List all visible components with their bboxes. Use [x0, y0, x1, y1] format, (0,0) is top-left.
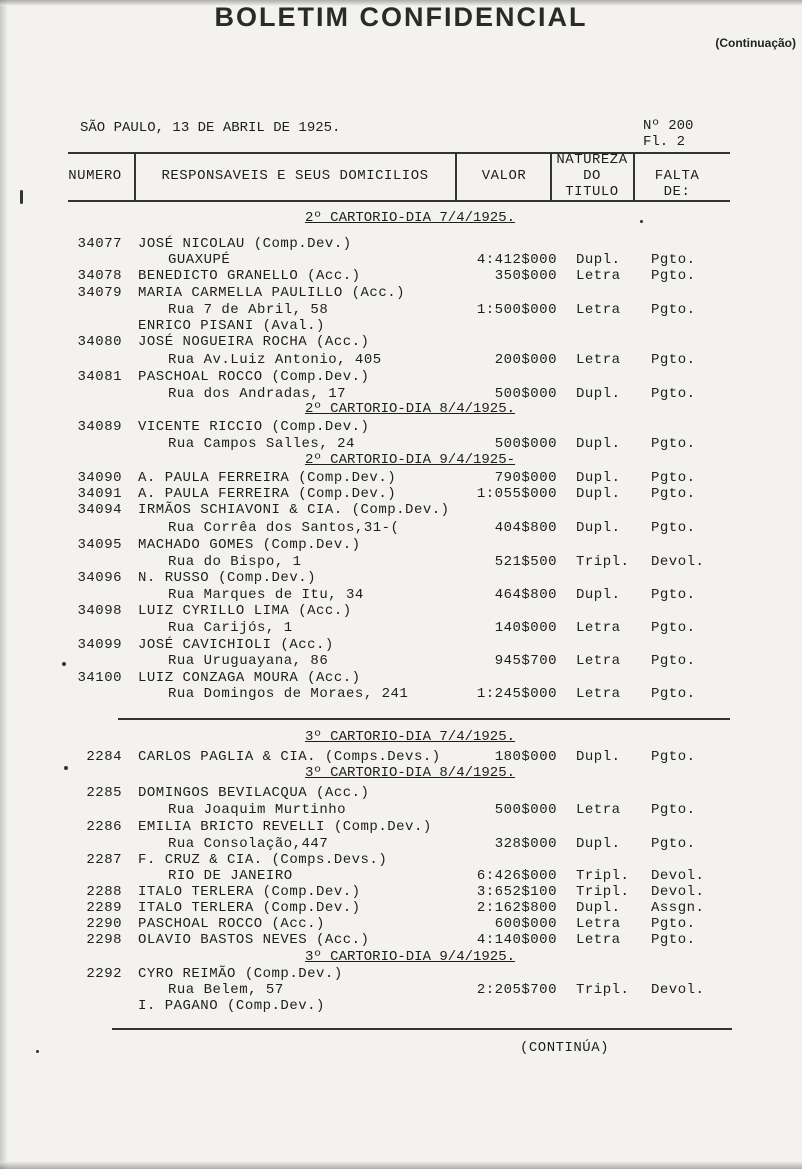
- entry-falta: Pgto.: [651, 520, 696, 536]
- entry-text: BENEDICTO GRANELLO (Acc.): [138, 268, 361, 284]
- entry-value: 500$000: [494, 436, 557, 452]
- entry-value: 404$800: [494, 520, 557, 536]
- entry-text: EMILIA BRICTO REVELLI (Comp.Dev.): [138, 819, 432, 835]
- entry-falta: Pgto.: [651, 252, 696, 268]
- entry-nature: Letra: [576, 268, 621, 284]
- entry-falta: Pgto.: [651, 749, 696, 765]
- entry-text: PASCHOAL ROCCO (Comp.Dev.): [138, 369, 370, 385]
- entry-falta: Devol.: [651, 884, 705, 900]
- entry-number: 34081: [77, 369, 122, 385]
- entry-value: 200$000: [494, 352, 557, 368]
- entry-value: 464$800: [494, 587, 557, 603]
- entry-number: 2288: [86, 884, 122, 900]
- entry-nature: Letra: [576, 932, 621, 948]
- entry-number: 2298: [86, 932, 122, 948]
- entry-text: VICENTE RICCIO (Comp.Dev.): [138, 419, 370, 435]
- entry-value: 328$000: [494, 836, 557, 852]
- entry-text: PASCHOAL ROCCO (Acc.): [138, 916, 325, 932]
- entry-number: 34091: [77, 486, 122, 502]
- scan-speck: [36, 1050, 39, 1053]
- entry-text: GUAXUPÉ: [168, 252, 231, 268]
- entry-nature: Letra: [576, 302, 621, 318]
- entry-text: OLAVIO BASTOS NEVES (Acc.): [138, 932, 370, 948]
- entry-number: 34078: [77, 268, 122, 284]
- entry-text: Rua Marques de Itu, 34: [168, 587, 364, 603]
- entry-number: 34089: [77, 419, 122, 435]
- col-header-responsaveis: RESPONSAVEIS E SEUS DOMICILIOS: [161, 168, 429, 184]
- entry-number: 34095: [77, 537, 122, 553]
- entry-number: 34100: [77, 670, 122, 686]
- section-heading: 3º CARTORIO-DIA 9/4/1925.: [304, 949, 516, 965]
- scan-speck: [640, 220, 643, 223]
- entry-value: 600$000: [494, 916, 557, 932]
- entry-text: Rua do Bispo, 1: [168, 554, 302, 570]
- sheet-number: Fl. 2: [643, 134, 686, 150]
- header-bottom-rule: [68, 200, 730, 202]
- entry-falta: Pgto.: [651, 653, 696, 669]
- entry-falta: Pgto.: [651, 352, 696, 368]
- continuation-note: (Continuação): [715, 36, 796, 50]
- section-heading: 2º CARTORIO-DIA 8/4/1925.: [304, 401, 516, 417]
- entry-value: 2:162$800: [476, 900, 557, 916]
- entry-falta: Pgto.: [651, 836, 696, 852]
- section-heading: 2º CARTORIO-DIA 7/4/1925.: [304, 210, 516, 226]
- entry-text: Rua Campos Salles, 24: [168, 436, 355, 452]
- entry-text: Rua Joaquim Murtinho: [168, 802, 347, 818]
- column-divider-1: [134, 153, 136, 201]
- entry-nature: Dupl.: [576, 900, 621, 916]
- entry-text: Rua Carijós, 1: [168, 620, 293, 636]
- entry-nature: Dupl.: [576, 749, 621, 765]
- col-header-natureza-3: TITULO: [565, 184, 619, 200]
- entry-value: 6:426$000: [476, 868, 557, 884]
- section-heading: 3º CARTORIO-DIA 8/4/1925.: [304, 765, 516, 781]
- bulletin-number: Nº 200: [643, 118, 694, 134]
- entry-nature: Tripl.: [576, 868, 630, 884]
- entry-text: DOMINGOS BEVILACQUA (Acc.): [138, 785, 370, 801]
- entry-nature: Letra: [576, 802, 621, 818]
- entry-value: 1:500$000: [476, 302, 557, 318]
- entry-text: JOSÉ NICOLAU (Comp.Dev.): [138, 236, 352, 252]
- entry-falta: Assgn.: [651, 900, 705, 916]
- entry-number: 34098: [77, 603, 122, 619]
- entry-number: 2284: [86, 749, 122, 765]
- entry-text: ITALO TERLERA (Comp.Dev.): [138, 900, 361, 916]
- entry-falta: Pgto.: [651, 268, 696, 284]
- entry-value: 790$000: [494, 470, 557, 486]
- entry-text: ENRICO PISANI (Aval.): [138, 318, 325, 334]
- entry-nature: Dupl.: [576, 486, 621, 502]
- entry-value: 3:652$100: [476, 884, 557, 900]
- entry-falta: Devol.: [651, 554, 705, 570]
- entry-falta: Pgto.: [651, 470, 696, 486]
- entry-text: F. CRUZ & CIA. (Comps.Devs.): [138, 852, 388, 868]
- scan-edge-bottom: [0, 1161, 802, 1169]
- entry-value: 500$000: [494, 386, 557, 402]
- entry-text: LUIZ CONZAGA MOURA (Acc.): [138, 670, 361, 686]
- entry-text: Rua Av.Luiz Antonio, 405: [168, 352, 382, 368]
- entry-value: 4:140$000: [476, 932, 557, 948]
- entry-text: LUIZ CYRILLO LIMA (Acc.): [138, 603, 352, 619]
- entry-falta: Devol.: [651, 982, 705, 998]
- entry-falta: Pgto.: [651, 302, 696, 318]
- entry-falta: Pgto.: [651, 620, 696, 636]
- section-separator-rule: [118, 718, 730, 720]
- entry-falta: Devol.: [651, 868, 705, 884]
- entry-number: 2285: [86, 785, 122, 801]
- entry-value: 945$700: [494, 653, 557, 669]
- entry-value: 1:245$000: [476, 686, 557, 702]
- entry-falta: Pgto.: [651, 916, 696, 932]
- entry-text: N. RUSSO (Comp.Dev.): [138, 570, 317, 586]
- entry-number: 2289: [86, 900, 122, 916]
- section-heading: 3º CARTORIO-DIA 7/4/1925.: [304, 729, 516, 745]
- entry-falta: Pgto.: [651, 587, 696, 603]
- entry-text: A. PAULA FERREIRA (Comp.Dev.): [138, 470, 397, 486]
- entry-nature: Dupl.: [576, 252, 621, 268]
- entry-text: Rua 7 de Abril, 58: [168, 302, 329, 318]
- entry-nature: Dupl.: [576, 836, 621, 852]
- entry-text: Rua Uruguayana, 86: [168, 653, 329, 669]
- col-header-natureza-1: NATUREZA: [556, 152, 628, 168]
- footer-rule: [112, 1028, 732, 1030]
- entry-value: 4:412$000: [476, 252, 557, 268]
- entry-nature: Dupl.: [576, 470, 621, 486]
- entry-text: CARLOS PAGLIA & CIA. (Comps.Devs.): [138, 749, 441, 765]
- entry-text: CYRO REIMÃO (Comp.Dev.): [138, 966, 343, 982]
- entry-text: Rua Consolação,447: [168, 836, 329, 852]
- scan-speck: [64, 766, 68, 770]
- entry-number: 2287: [86, 852, 122, 868]
- entry-falta: Pgto.: [651, 436, 696, 452]
- entry-nature: Letra: [576, 620, 621, 636]
- entry-number: 34094: [77, 502, 122, 518]
- entry-falta: Pgto.: [651, 932, 696, 948]
- entry-nature: Letra: [576, 686, 621, 702]
- entry-number: 34090: [77, 470, 122, 486]
- entry-number: 2286: [86, 819, 122, 835]
- entry-falta: Pgto.: [651, 386, 696, 402]
- dateline: SÃO PAULO, 13 DE ABRIL DE 1925.: [80, 120, 341, 136]
- scan-speck: [20, 190, 23, 204]
- entry-number: 34077: [77, 236, 122, 252]
- entry-value: 500$000: [494, 802, 557, 818]
- col-header-natureza-2: DO: [583, 168, 601, 184]
- entry-text: JOSÉ NOGUEIRA ROCHA (Acc.): [138, 334, 370, 350]
- entry-nature: Tripl.: [576, 554, 630, 570]
- entry-number: 2292: [86, 966, 122, 982]
- column-divider-2: [455, 153, 457, 201]
- col-header-falta-1: FALTA: [654, 168, 700, 184]
- entry-nature: Letra: [576, 653, 621, 669]
- col-header-valor: VALOR: [481, 168, 527, 184]
- entry-nature: Dupl.: [576, 520, 621, 536]
- entry-number: 2290: [86, 916, 122, 932]
- continues-note: (CONTINÚA): [520, 1040, 610, 1056]
- entry-number: 34096: [77, 570, 122, 586]
- entry-text: Rua Corrêa dos Santos,31-(: [168, 520, 400, 536]
- entry-text: Rua Belem, 57: [168, 982, 284, 998]
- entry-nature: Letra: [576, 916, 621, 932]
- entry-nature: Letra: [576, 352, 621, 368]
- entry-nature: Dupl.: [576, 436, 621, 452]
- entry-falta: Pgto.: [651, 802, 696, 818]
- entry-nature: Dupl.: [576, 587, 621, 603]
- entry-text: Rua dos Andradas, 17: [168, 386, 347, 402]
- entry-text: MACHADO GOMES (Comp.Dev.): [138, 537, 361, 553]
- entry-nature: Dupl.: [576, 386, 621, 402]
- scan-edge-left: [0, 0, 8, 1169]
- entry-text: Rua Domingos de Moraes, 241: [168, 686, 409, 702]
- entry-text: A. PAULA FERREIRA (Comp.Dev.): [138, 486, 397, 502]
- entry-falta: Pgto.: [651, 686, 696, 702]
- entry-falta: Pgto.: [651, 486, 696, 502]
- entry-text: JOSÉ CAVICHIOLI (Acc.): [138, 637, 334, 653]
- scan-speck: [62, 662, 66, 666]
- entry-nature: Tripl.: [576, 982, 630, 998]
- col-header-falta-2: DE:: [663, 184, 691, 200]
- entry-text: IRMÃOS SCHIAVONI & CIA. (Comp.Dev.): [138, 502, 450, 518]
- entry-text: RIO DE JANEIRO: [168, 868, 293, 884]
- entry-value: 521$500: [494, 554, 557, 570]
- entry-number: 34080: [77, 334, 122, 350]
- bulletin-title: BOLETIM CONFIDENCIAL: [214, 2, 588, 32]
- entry-text: ITALO TERLERA (Comp.Dev.): [138, 884, 361, 900]
- entry-value: 140$000: [494, 620, 557, 636]
- entry-text: MARIA CARMELLA PAULILLO (Acc.): [138, 285, 406, 301]
- entry-value: 2:205$700: [476, 982, 557, 998]
- entry-nature: Tripl.: [576, 884, 630, 900]
- entry-value: 350$000: [494, 268, 557, 284]
- entry-value: 180$000: [494, 749, 557, 765]
- col-header-numero: NUMERO: [68, 168, 122, 184]
- section-heading: 2º CARTORIO-DIA 9/4/1925-: [304, 452, 516, 468]
- entry-text: I. PAGANO (Comp.Dev.): [138, 998, 325, 1014]
- entry-number: 34079: [77, 285, 122, 301]
- entry-number: 34099: [77, 637, 122, 653]
- entry-value: 1:055$000: [476, 486, 557, 502]
- column-divider-4: [633, 153, 635, 201]
